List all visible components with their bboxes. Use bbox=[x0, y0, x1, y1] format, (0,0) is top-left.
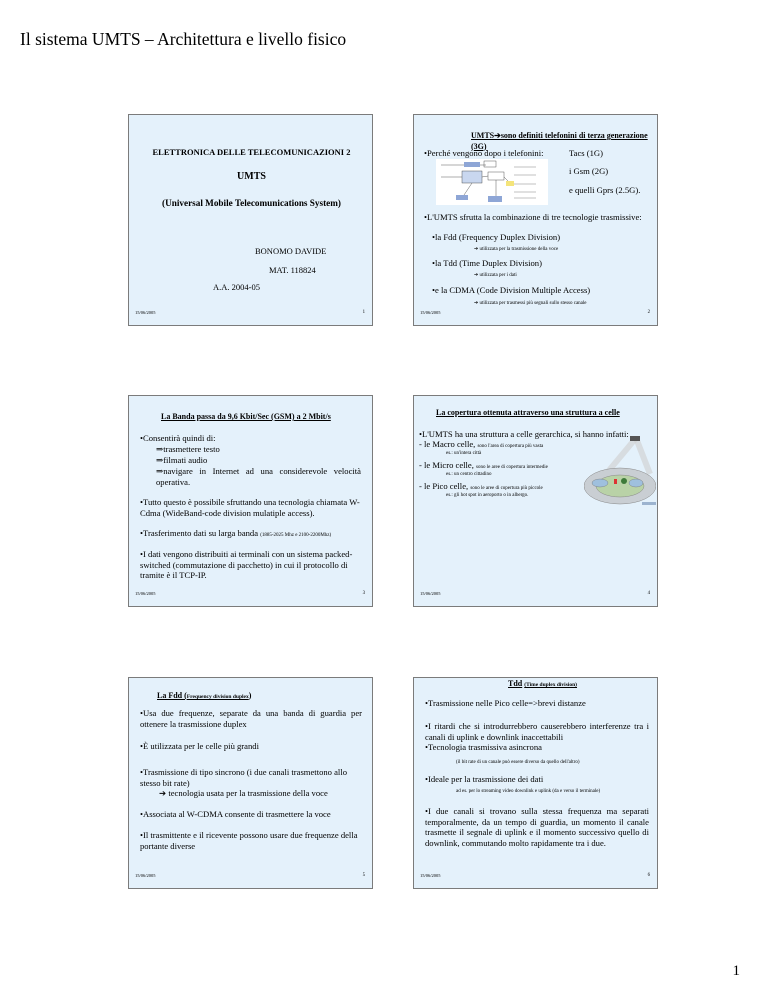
fdd-note: ➔ utilizzata per la trasmissione della voce bbox=[474, 247, 559, 252]
slide-4 bbox=[413, 395, 658, 607]
macro-cells bbox=[419, 439, 543, 450]
slide-date: 15/06/2005 bbox=[420, 310, 441, 316]
cdma-note: ➔ utilizzata per trasmessi più segnali sullo stesso canale bbox=[474, 301, 587, 306]
slide-title bbox=[508, 679, 577, 691]
cdma-item: •e la CDMA (Code Division Multiple Access) bbox=[432, 285, 591, 295]
slide-number: 2 bbox=[647, 310, 650, 316]
slide-number: 1 bbox=[362, 310, 365, 316]
title-end: ) bbox=[248, 691, 252, 700]
slide-title: UMTS➔sono definiti telefonini di terza generazione (3G) bbox=[471, 131, 648, 151]
wcdma-text: •Tutto questo è possibile sfruttando una tecnologia chiamata W-Cdma (WideBand-code division mulatiple access). bbox=[140, 497, 360, 518]
course-title: ELETTRONICA DELLE TELECOMUNICAZIONI 2 bbox=[152, 147, 351, 157]
generation-tacs: Tacs (1G) bbox=[569, 148, 603, 158]
macro-label: - le Macro celle, bbox=[419, 439, 476, 449]
list-item: ⇒navigare in Internet ad una considerevole velocità operativa. bbox=[156, 466, 361, 487]
slide-title bbox=[157, 691, 251, 703]
techs-intro: •L'UMTS sfrutta la combinazione di tre tecnologie trasmissive: bbox=[424, 212, 642, 222]
list-item: ⇒trasmettere testo bbox=[156, 444, 220, 454]
cell-hierarchy-illustration bbox=[584, 436, 656, 512]
band-frequencies: (1885-2025 Mhz e 2100-2200Mhz) bbox=[260, 533, 332, 538]
packet-text: •I dati vengono distribuiti ai terminali con un sistema packed-switched (commutazione di pacchetto) in cui il protocollo di tramite è il TCP-IP. bbox=[140, 549, 353, 581]
band-label: •Trasferimento dati su larga banda bbox=[140, 528, 259, 538]
paragraph: •Trasmissione di tipo sincrono (i due canali trasmettono allo stesso bit rate) bbox=[140, 767, 348, 788]
paragraph-note: (il bit rate di un canale può essere diverso da quello dell'altro) bbox=[456, 760, 580, 765]
author-name: BONOMO DAVIDE bbox=[255, 246, 327, 256]
slide-5 bbox=[128, 677, 373, 889]
generation-gsm: i Gsm (2G) bbox=[569, 166, 609, 176]
intro-text: •Consentirà quindi di: bbox=[140, 433, 216, 443]
paragraph-note: ad es. per lo streaming video downlink e uplink (da e verso il terminale) bbox=[456, 789, 601, 794]
academic-year: A.A. 2004-05 bbox=[213, 282, 260, 292]
pico-example: es.: gli hot spot in aeroporto o in albergo. bbox=[446, 493, 529, 498]
slide-6 bbox=[413, 677, 658, 889]
slide-number: 6 bbox=[647, 873, 650, 879]
intro-text: •Perché vengono dopo i telefonini: bbox=[424, 148, 544, 158]
micro-label: - le Micro celle, bbox=[419, 460, 474, 470]
band-text bbox=[140, 528, 368, 539]
micro-example: es.: un centro cittadino bbox=[446, 472, 492, 477]
pico-desc: sono le aree di copertura più piccole bbox=[470, 486, 543, 491]
paragraph: •È utilizzata per le celle più grandi bbox=[140, 741, 259, 751]
slide-title-umts: UMTS bbox=[237, 171, 266, 182]
document-title: Il sistema UMTS – Architettura e livello fisico bbox=[20, 29, 347, 49]
slide-1 bbox=[128, 114, 373, 326]
intro-text: •L'UMTS ha una struttura a celle gerarchica, si hanno infatti: bbox=[419, 429, 629, 439]
paragraph: •Ideale per la trasmissione dei dati bbox=[425, 774, 544, 784]
student-id: MAT. 118824 bbox=[269, 265, 316, 275]
paragraph-note: ➔ tecnologia usata per la trasmissione della voce bbox=[159, 788, 328, 798]
slide-number: 3 bbox=[362, 591, 365, 597]
slide-3 bbox=[128, 395, 373, 607]
paragraph: •Usa due frequenze, separate da una banda di guardia per ottenere la trasmissione duplex bbox=[140, 708, 362, 729]
micro-desc: sono le aree di copertura intermedie bbox=[476, 465, 548, 470]
tdd-item: •la Tdd (Time Duplex Division) bbox=[432, 258, 542, 268]
paragraph: •Associata al W-CDMA consente di trasmettere la voce bbox=[140, 809, 331, 819]
macro-example: es.: un'intera città bbox=[446, 451, 482, 456]
paragraph: •Tecnologia trasmissiva asincrona bbox=[425, 742, 542, 752]
paragraph: •Il trasmittente e il ricevente possono usare due frequenze della portante diverse bbox=[140, 830, 358, 851]
slide-date: 15/06/2005 bbox=[420, 591, 441, 597]
macro-desc: sono l'area di copertura più vasta bbox=[477, 444, 544, 449]
slide-date: 15/06/2005 bbox=[420, 873, 441, 879]
list-item: ⇒filmati audio bbox=[156, 455, 208, 465]
umts-full-name: (Universal Mobile Telecomunications System) bbox=[162, 198, 341, 208]
slide-title: La Banda passa da 9,6 Kbit/Sec (GSM) a 2 Mbit/s bbox=[161, 412, 331, 421]
slide-number: 4 bbox=[647, 591, 650, 597]
slide-number: 5 bbox=[362, 873, 365, 879]
slide-date: 15/06/2005 bbox=[135, 310, 156, 316]
fdd-item: •la Fdd (Frequency Duplex Division) bbox=[432, 232, 561, 242]
micro-cells bbox=[419, 460, 548, 471]
network-generations-diagram bbox=[436, 159, 548, 205]
generation-gprs: e quelli Gprs (2.5G). bbox=[569, 185, 641, 195]
paragraph: •I ritardi che si introdurrebbero causerebbero interferenze tra i canali di uplink e downlink inaccettabili bbox=[425, 721, 649, 742]
page-number: 1 bbox=[732, 963, 740, 979]
pico-label: - le Pico celle, bbox=[419, 481, 469, 491]
slide-title: La copertura ottenuta attraverso una struttura a celle bbox=[436, 408, 620, 417]
paragraph: •Trasmissione nelle Pico celle=>brevi distanze bbox=[425, 698, 586, 708]
title-main: La Fdd ( bbox=[157, 691, 187, 700]
title-main: Tdd bbox=[508, 679, 523, 688]
title-small: Frequency division duplex bbox=[186, 694, 249, 700]
pico-cells bbox=[419, 481, 543, 492]
tdd-note: ➔ utilizzata per i dati bbox=[474, 273, 517, 278]
paragraph: •I due canali si trovano sulla stessa frequenza ma separati temporalmente, da un tempo di guardia, un momento il canale trasmette il segnale di uplink e il momento successivo quello di downlink, commutando molto rapidamente tra i due. bbox=[425, 806, 649, 848]
title-small: (Time duplex division) bbox=[524, 682, 578, 688]
slide-date: 15/06/2005 bbox=[135, 591, 156, 597]
slide-date: 15/06/2005 bbox=[135, 873, 156, 879]
slide-2 bbox=[413, 114, 658, 326]
